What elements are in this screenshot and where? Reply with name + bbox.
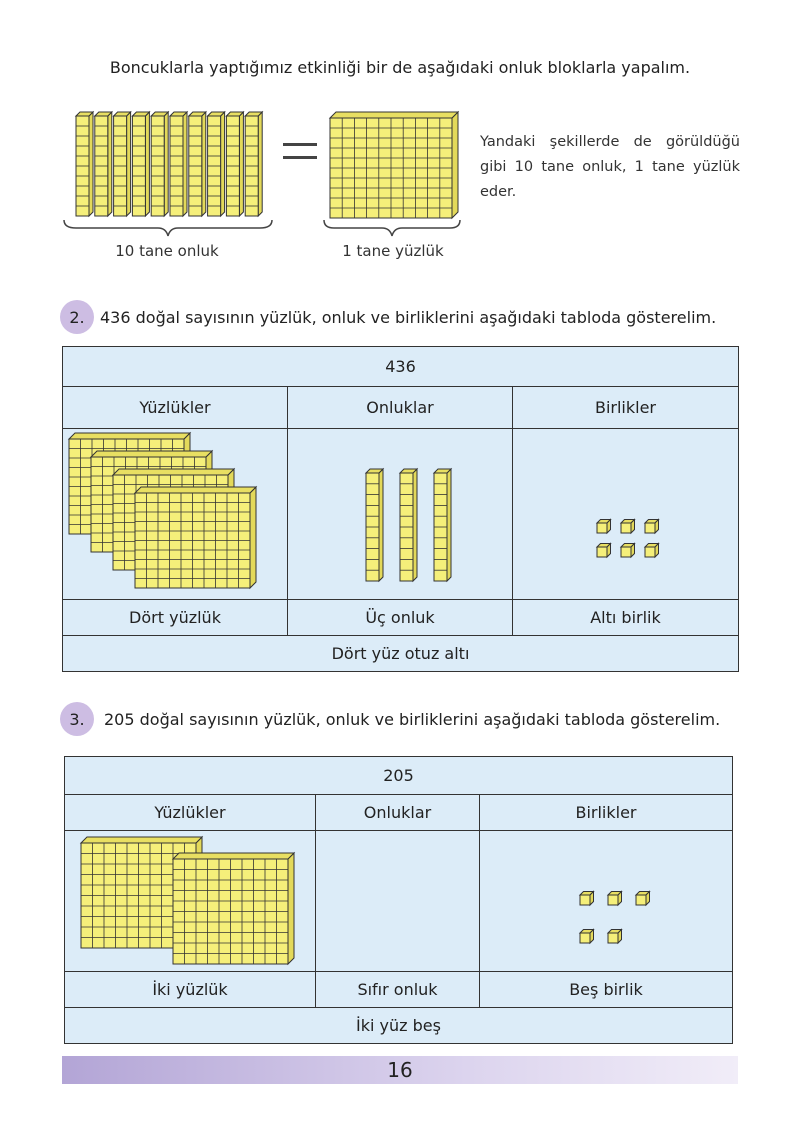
header-ones: Birlikler — [480, 795, 733, 831]
ones-cell — [480, 831, 733, 972]
hundred-block — [173, 853, 294, 964]
caption-tens: 10 tane onluk — [115, 242, 219, 260]
table-205 — [64, 756, 733, 1044]
unit-cube — [580, 930, 594, 944]
brace-group — [62, 218, 462, 240]
unit-cubes-436 — [513, 429, 739, 599]
ten-rods-436 — [288, 429, 513, 599]
ten-rod — [434, 469, 451, 581]
ten-rod — [114, 112, 131, 216]
hundred-flat-figure — [328, 110, 463, 222]
side-note: Yandaki şekillerde de görüldüğü gibi 10 tane onluk, 1 tane yüzlük eder. — [480, 134, 740, 200]
tens-cell — [288, 429, 513, 600]
header-hundreds: Yüzlükler — [63, 387, 288, 429]
ten-rod — [226, 112, 243, 216]
unit-cubes-205 — [480, 831, 733, 971]
intro-text: Boncuklarla yaptığımız etkinliği bir de aşağıdaki onluk bloklarla yapalım. — [109, 58, 691, 77]
brace-tens — [64, 220, 272, 236]
unit-cube — [580, 892, 594, 906]
ten-rod — [95, 112, 112, 216]
word-ones: Altı birlik — [513, 600, 739, 636]
ten-rod — [245, 112, 262, 216]
unit-cube — [621, 544, 635, 558]
brace-hundred — [324, 220, 460, 236]
word-hundreds: Dört yüzlük — [63, 600, 288, 636]
caption-hundred: 1 tane yüzlük — [342, 242, 444, 260]
hundred-flats-436 — [63, 429, 288, 599]
table-205-total: İki yüz beş — [65, 1008, 733, 1044]
word-ones: Beş birlik — [480, 972, 733, 1008]
ten-rod — [76, 112, 93, 216]
unit-cube — [608, 892, 622, 906]
ten-rod — [208, 112, 225, 216]
word-tens: Sıfır onluk — [316, 972, 480, 1008]
ten-rod — [132, 112, 149, 216]
word-hundreds: İki yüzlük — [65, 972, 316, 1008]
ten-rod — [170, 112, 187, 216]
hundreds-cell — [63, 429, 288, 600]
hundred-block — [135, 487, 256, 588]
ten-rods-figure — [74, 110, 274, 220]
table-436-total: Dört yüz otuz altı — [63, 636, 739, 672]
header-ones: Birlikler — [513, 387, 739, 429]
unit-cube — [621, 520, 635, 534]
hundred-block — [330, 112, 458, 218]
ten-rod — [189, 112, 206, 216]
ten-rod — [366, 469, 383, 581]
unit-cube — [597, 544, 611, 558]
header-tens: Onluklar — [288, 387, 513, 429]
table-436-title: 436 — [63, 347, 739, 387]
equals-sign — [283, 143, 317, 165]
ten-rod — [151, 112, 168, 216]
question-2-text: 436 doğal sayısının yüzlük, onluk ve birliklerini aşağıdaki tabloda gösterelim. — [100, 308, 717, 327]
unit-cube — [645, 520, 659, 534]
header-hundreds: Yüzlükler — [65, 795, 316, 831]
hundreds-cell — [65, 831, 316, 972]
unit-cube — [597, 520, 611, 534]
tens-cell-empty — [316, 831, 480, 972]
question-3-badge: 3. — [60, 702, 94, 736]
ones-cell — [513, 429, 739, 600]
hundred-flats-205 — [65, 831, 316, 971]
unit-cube — [608, 930, 622, 944]
question-3-text: 205 doğal sayısının yüzlük, onluk ve birliklerini aşağıdaki tabloda gösterelim. — [104, 710, 721, 729]
unit-cube — [636, 892, 650, 906]
table-436 — [62, 346, 739, 672]
page-number: 16 — [387, 1058, 413, 1082]
unit-cube — [645, 544, 659, 558]
table-205-title: 205 — [65, 757, 733, 795]
ten-rod — [400, 469, 417, 581]
question-2-badge: 2. — [60, 300, 94, 334]
header-tens: Onluklar — [316, 795, 480, 831]
word-tens: Üç onluk — [288, 600, 513, 636]
